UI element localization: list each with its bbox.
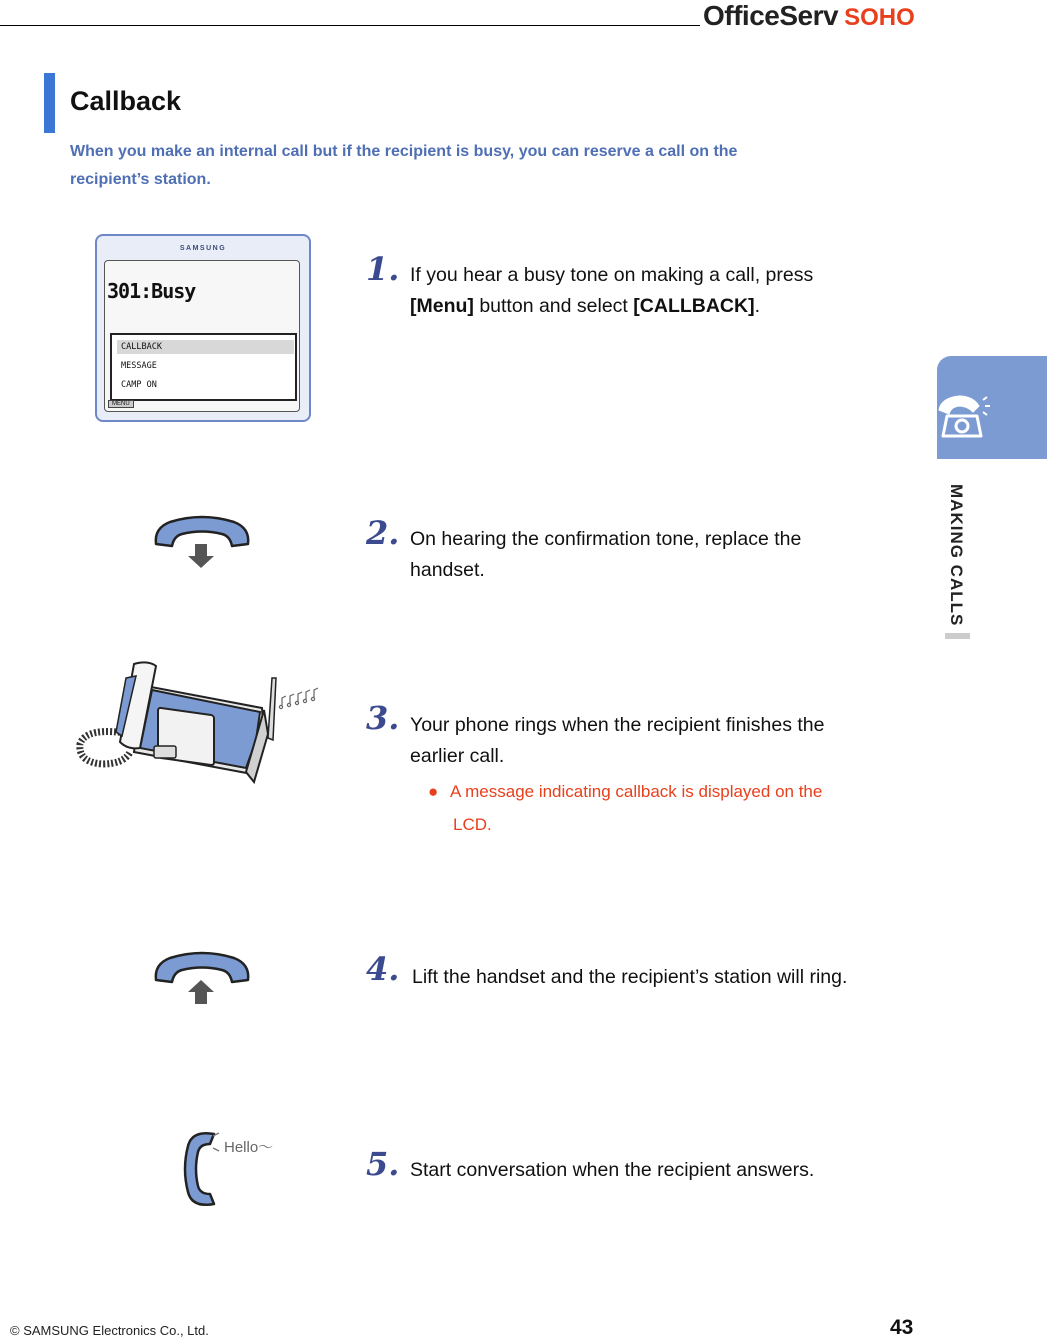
title-accent-bar [44,73,55,133]
page-title: Callback [70,86,182,116]
brand-soho: SOHO [844,4,915,31]
step-1-text-end: . [754,295,761,317]
header-rule [0,25,700,26]
chapter-tab [937,356,1047,459]
ringing-phone-illustration [76,656,332,788]
lcd-menu-item-message: MESSAGE [121,361,157,371]
intro-line-2: recipient’s station. [70,171,211,188]
step-2-number: 2. [366,514,400,552]
chapter-tab-label: MAKING CALLS [947,484,966,627]
step-3-number: 3. [366,699,400,737]
step-1-text [410,260,890,322]
chapter-tab-marker [945,633,970,639]
brand-officeserv: OfficeServ [703,0,839,31]
lcd-menu [110,333,297,401]
step-3-line-1: Your phone rings when the recipient finishes the [410,714,825,736]
lcd-status-text: 301:Busy [107,279,196,303]
lcd-menu-item-camp-on: CAMP ON [121,380,157,390]
footer-copyright: © SAMSUNG Electronics Co., Ltd. [10,1323,209,1338]
step-3-text [410,710,890,772]
step-2-line-1: On hearing the confirmation tone, replace the [410,528,802,550]
callback-option-label: [CALLBACK] [633,295,755,317]
step-4-text: Lift the handset and the recipient’s station will ring. [412,966,848,988]
lcd-brand: SAMSUNG [179,245,227,252]
menu-key-label: [Menu] [410,295,474,317]
handset-talking-icon [180,1128,220,1210]
step-2-text [410,524,890,586]
bullet-dot-icon: ● [428,782,439,801]
lcd-screen [104,260,300,412]
hello-speech-text: Hello～ [224,1139,274,1156]
step-3-bullet [428,775,888,841]
step-3-line-2: earlier call. [410,745,505,767]
step-3-bullet-line-1: A message indicating callback is displayed on the [450,782,823,801]
intro-text [70,138,870,194]
lcd-softkey-menu: MENU [108,400,134,408]
step-2-line-2: handset. [410,559,485,581]
intro-line-1: When you make an internal call but if the recipient is busy, you can reserve a call on the [70,143,738,160]
step-4-number: 4. [366,950,400,988]
step-1-line-1: If you hear a busy tone on making a call, press [410,264,814,286]
step-1-text-mid: button and select [473,295,634,317]
phone-lcd-illustration [95,234,311,422]
step-1-number: 1. [366,250,400,288]
handset-up-icon [150,946,254,1006]
handset-down-icon [150,510,254,570]
step-1-line-2 [410,291,890,322]
brand-logo [703,0,915,30]
ring-notes [279,688,318,709]
lcd-menu-item-callback: CALLBACK [117,340,294,354]
telephone-icon [937,392,993,440]
step-5-text: Start conversation when the recipient answers. [410,1159,815,1181]
step-5-number: 5. [366,1145,400,1183]
step-3-bullet-line-2: LCD. [453,815,492,834]
page-number: 43 [890,1316,914,1339]
